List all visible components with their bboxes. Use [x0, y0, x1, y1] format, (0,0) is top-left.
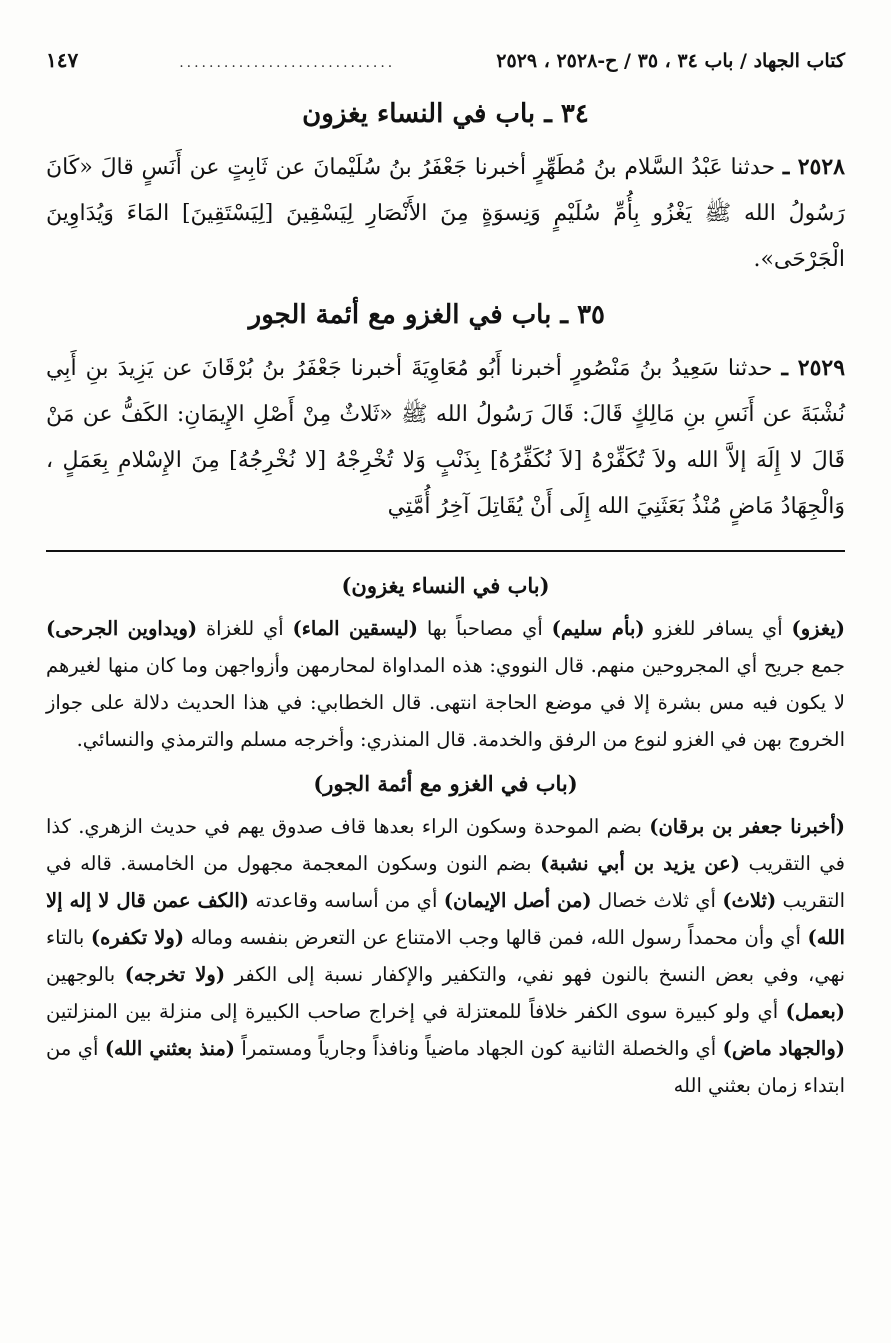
commentary-text: أي والخصلة الثانية كون الجهاد ماضياً ونافذاً وجارياً ومستمراً [235, 1037, 723, 1060]
commentary-text: أي من ابتداء زمان بعثني الله [46, 1037, 845, 1097]
footnote-divider [46, 550, 845, 552]
commentary-term: (منذ بعثني الله) [104, 1037, 235, 1060]
hadith-2528 [46, 144, 845, 283]
commentary-text: بالتاء نهي، وفي بعض النسخ بالنون فهو نفي، والتكفير والإكفار نسبة إلى الكفر [46, 926, 845, 986]
leader-dots: ............................. [179, 55, 396, 71]
commentary-text: أي ولو كبيرة سوى الكفر خلافاً للمعتزلة في إخراج صاحب الكبيرة إلى منزلة بين المنزلتين [46, 1000, 786, 1023]
hadith-2529 [46, 345, 845, 530]
chapter-34-heading: ٣٤ ـ باب في النساء يغزون [302, 99, 589, 129]
commentary-term: (والجهاد ماض) [722, 1037, 845, 1060]
commentary-text: أي يسافر للغزو [644, 617, 792, 640]
running-head [46, 48, 845, 82]
commentary-text: بضم الموحدة وسكون الراء بعدها قاف صدوق يهم في حديث الزهري. كذا في التقريب [46, 815, 845, 875]
commentary-text: أي من أساسه وقاعدته [249, 889, 444, 912]
commentary-term: (يغزو) [791, 617, 845, 640]
commentary-paragraph-2 [46, 808, 845, 1104]
commentary-term: (من أصل الإيمان) [443, 889, 592, 912]
commentary-term: (بأم سليم) [551, 617, 645, 640]
commentary-term: (بعمل) [785, 1000, 845, 1023]
commentary-text: جمع جريح أي المجروحين منهم. قال النووي: هذه المداواة لمحارمهن وأزواجهن وما كان منها لغيرهم لا يكون فيه مس بشرة إلا في موضع الحاجة انتهى. قال الخطابي: في هذا الحديث دلالة على جواز الخروج بهن في الغزو لنوع من الرفق والخدمة. قال المنذري: وأخرجه مسلم والترمذي والنسائي. [46, 654, 845, 751]
commentary-term: (ثلاث) [722, 889, 777, 912]
running-head-title: كتاب الجهاد / باب ٣٤ ، ٣٥ / ح-٢٥٢٨ ، ٢٥٢٩ [496, 50, 845, 72]
commentary-heading-2: (باب في الغزو مع أئمة الجور) [313, 771, 578, 796]
hadith-number: ٢٥٢٨ ـ [782, 154, 845, 180]
commentary-text: أي للغزاة [197, 617, 293, 640]
commentary-text: أي ثلاث خصال [591, 889, 723, 912]
commentary-term: (الكف عمن قال لا إله إلا الله) [46, 889, 845, 949]
commentary-term: (عن يزيد بن أبي نشبة) [540, 852, 740, 875]
commentary-text: أي مصاحباً بها [417, 617, 552, 640]
commentary-heading-1: (باب في النساء يغزون) [341, 573, 550, 598]
hadith-number: ٢٥٢٩ ـ [781, 355, 846, 381]
commentary-text: بالوجهين [46, 963, 125, 986]
hadith-text: حدثنا عَبْدُ السَّلام بنُ مُطَهِّرٍ أخبرنا جَعْفَرُ بنُ سُلَيْمانَ عن ثَابِتٍ عن أَنَسٍ قالَ «كَانَ رَسُولُ الله ﷺ يَغْزُو بِأُمِّ سُلَيْمٍ وَنِسوَةٍ مِنَ الأَنْصَارِ لِيَسْقِينَ [لِيَسْتَقِينَ] المَاءَ وَيُدَاوِينَ الْجَرْحَى». [46, 155, 845, 272]
commentary-term: (أخبرنا جعفر بن برقان) [649, 815, 845, 838]
chapter-35-heading: ٣٥ ـ باب في الغزو مع أئمة الجور [248, 300, 605, 330]
page-number: ١٤٧ [46, 48, 79, 72]
commentary-term: (ليسقين الماء) [292, 617, 418, 640]
commentary-text: بضم النون وسكون المعجمة مجهول من الخامسة. قاله في التقريب [46, 852, 845, 912]
commentary-term: (ولا تكفره) [90, 926, 185, 949]
hadith-text: حدثنا سَعِيدُ بنُ مَنْصُورٍ أخبرنا أَبُو مُعَاوِيَةَ أخبرنا جَعْفَرُ بنُ بُرْقَانَ عن يَزِيدَ بنِ أَبِي نُشْبَةَ عن أَنَسِ بنِ مَالِكٍ قَالَ: قَالَ رَسُولُ الله ﷺ «ثَلاثٌ مِنْ أَصْلِ الإِيمَانِ: الكَفُّ عن مَنْ قَالَ لا إِلَهَ إلاَّ الله ولاَ تُكَفِّرْهُ [لاَ نُكَفِّرُهُ] بِذَنْبٍ وَلا تُخْرِجْهُ [لا نُخْرِجُهُ] مِنَ الإِسْلامِ بِعَمَلٍ ، وَالْجِهَادُ مَاضٍ مُنْذُ بَعَثَنِيَ الله إِلَى أَنْ يُقَاتِلَ آخِرُ أُمَّتِي [46, 356, 845, 519]
commentary-term: (ويداوين الجرحى) [46, 617, 198, 640]
commentary-paragraph-1 [46, 610, 845, 758]
commentary-term: (ولا تخرجه) [124, 963, 226, 986]
commentary-text: أي وأن محمداً رسول الله، فمن قالها وجب الامتناع عن التعرض بنفسه وماله [184, 926, 808, 949]
